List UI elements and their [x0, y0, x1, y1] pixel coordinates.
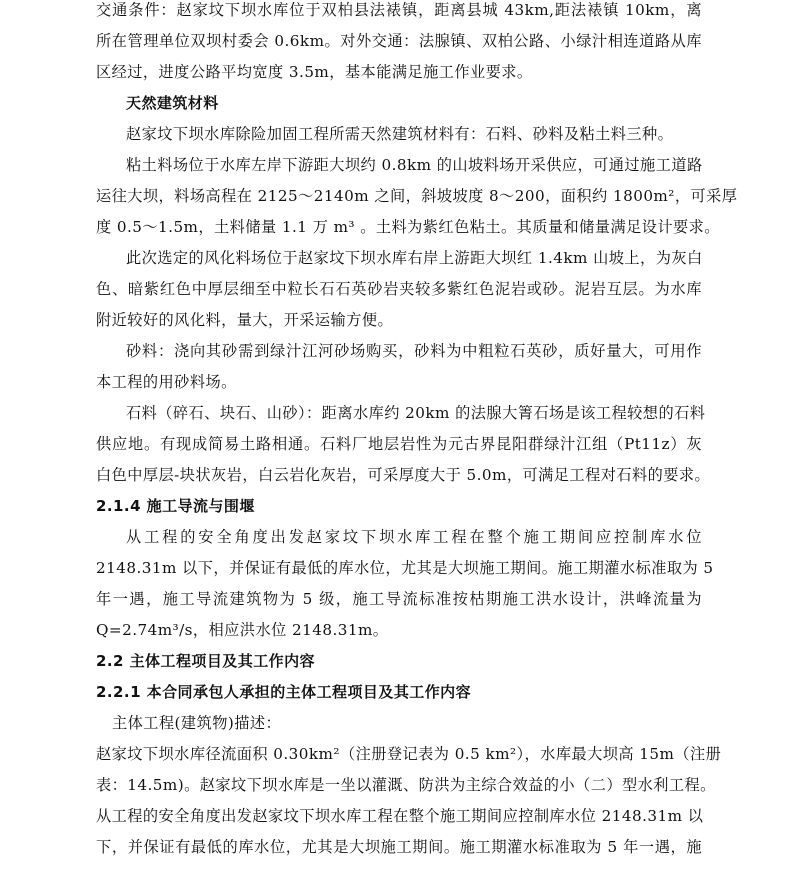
paragraph-line: 所在管理单位双坝村委会 0.6km。对外交通：法腺镇、双柏公路、小绿汁相连道路从库 — [96, 32, 702, 50]
paragraph-line: 2148.31m 以下，并保证有最低的库水位，尤其是大坝施工期间。施工期灌水标准取为 5 — [96, 559, 714, 577]
paragraph-line: 粘土料场位于水库左岸下游距大坝约 0.8km 的山坡料场开采供应，可通过施工道路 — [126, 156, 703, 174]
paragraph-line: 从工程的安全角度出发赵家坟下坝水库工程在整个施工期间应控制库水位 2148.31m 以 — [96, 807, 704, 825]
paragraph-line: 石料（碎石、块石、山砂）：距离水库约 20km 的法腺大箐石场是该工程较想的石料 — [126, 404, 706, 422]
paragraph-line: 度 0.5～1.5m，土料储量 1.1 万 m³ 。土料为紫红色粘土。其质量和储量满足设计要求。 — [96, 218, 720, 236]
paragraph-line: 赵家坟下坝水库径流面积 0.30km²（注册登记表为 0.5 km²），水库最大坝高 15m（注册 — [96, 745, 722, 763]
paragraph-line: 从工程的安全角度出发赵家坟下坝水库工程在整个施工期间应控制库水位 — [126, 528, 702, 546]
paragraph-line: 供应地。有现成简易土路相通。石料厂地层岩性为元古界昆阳群绿汁江组（Pt11z）灰 — [96, 435, 702, 453]
paragraph-line: Q=2.74m³/s，相应洪水位 2148.31m。 — [96, 621, 389, 639]
paragraph-line: 区经过，进度公路平均宽度 3.5m，基本能满足施工作业要求。 — [96, 63, 533, 81]
section-heading: 2.2 主体工程项目及其工作内容 — [96, 652, 315, 670]
paragraph-line: 色、暗紫红色中厚层细至中粒长石石英砂岩夹较多紫红色泥岩或砂。泥岩互层。为水库 — [96, 280, 702, 298]
section-heading: 2.1.4 施工导流与围堰 — [96, 497, 255, 515]
paragraph-line: 附近较好的风化料，量大，开采运输方便。 — [96, 311, 394, 329]
paragraph-line: 运往大坝，料场高程在 2125～2140m 之间，斜坡坡度 8～200，面积约 1800m²，可采厚 — [96, 187, 738, 205]
paragraph-line: 白色中厚层-块状灰岩，白云岩化灰岩，可采厚度大于 5.0m，可满足工程对石料的要求。 — [96, 466, 711, 484]
paragraph-line: 本工程的用砂料场。 — [96, 373, 237, 391]
section-heading: 天然建筑材料 — [126, 94, 219, 112]
paragraph-line: 年一遇，施工导流建筑物为 5 级，施工导流标准按枯期施工洪水设计，洪峰流量为 — [96, 590, 702, 608]
section-heading: 2.2.1 本合同承包人承担的主体工程项目及其工作内容 — [96, 683, 472, 701]
paragraph-line: 此次选定的风化料场位于赵家坟下坝水库右岸上游距大坝红 1.4km 山坡上，为灰白 — [126, 249, 703, 267]
paragraph-line: 砂料：浇向其砂需到绿汁江河砂场购买，砂料为中粗粒石英砂，质好量大，可用作 — [126, 342, 702, 360]
paragraph-line: 交通条件：赵家坟下坝水库位于双柏县法裱镇，距离县城 43km,距法裱镇 10km，离 — [96, 1, 702, 19]
paragraph-line: 赵家坟下坝水库除险加固工程所需天然建筑材料有：石料、砂料及粘土料三种。 — [126, 125, 674, 143]
paragraph-line: 主体工程(建筑物)描述： — [112, 714, 282, 732]
paragraph-line: 下，并保证有最低的库水位，尤其是大坝施工期间。施工期灌水标准取为 5 年一遇，施 — [96, 838, 702, 856]
paragraph-line: 表：14.5m)。赵家坟下坝水库是一坐以灌溉、防洪为主综合效益的小（二）型水利工程。 — [96, 776, 716, 794]
